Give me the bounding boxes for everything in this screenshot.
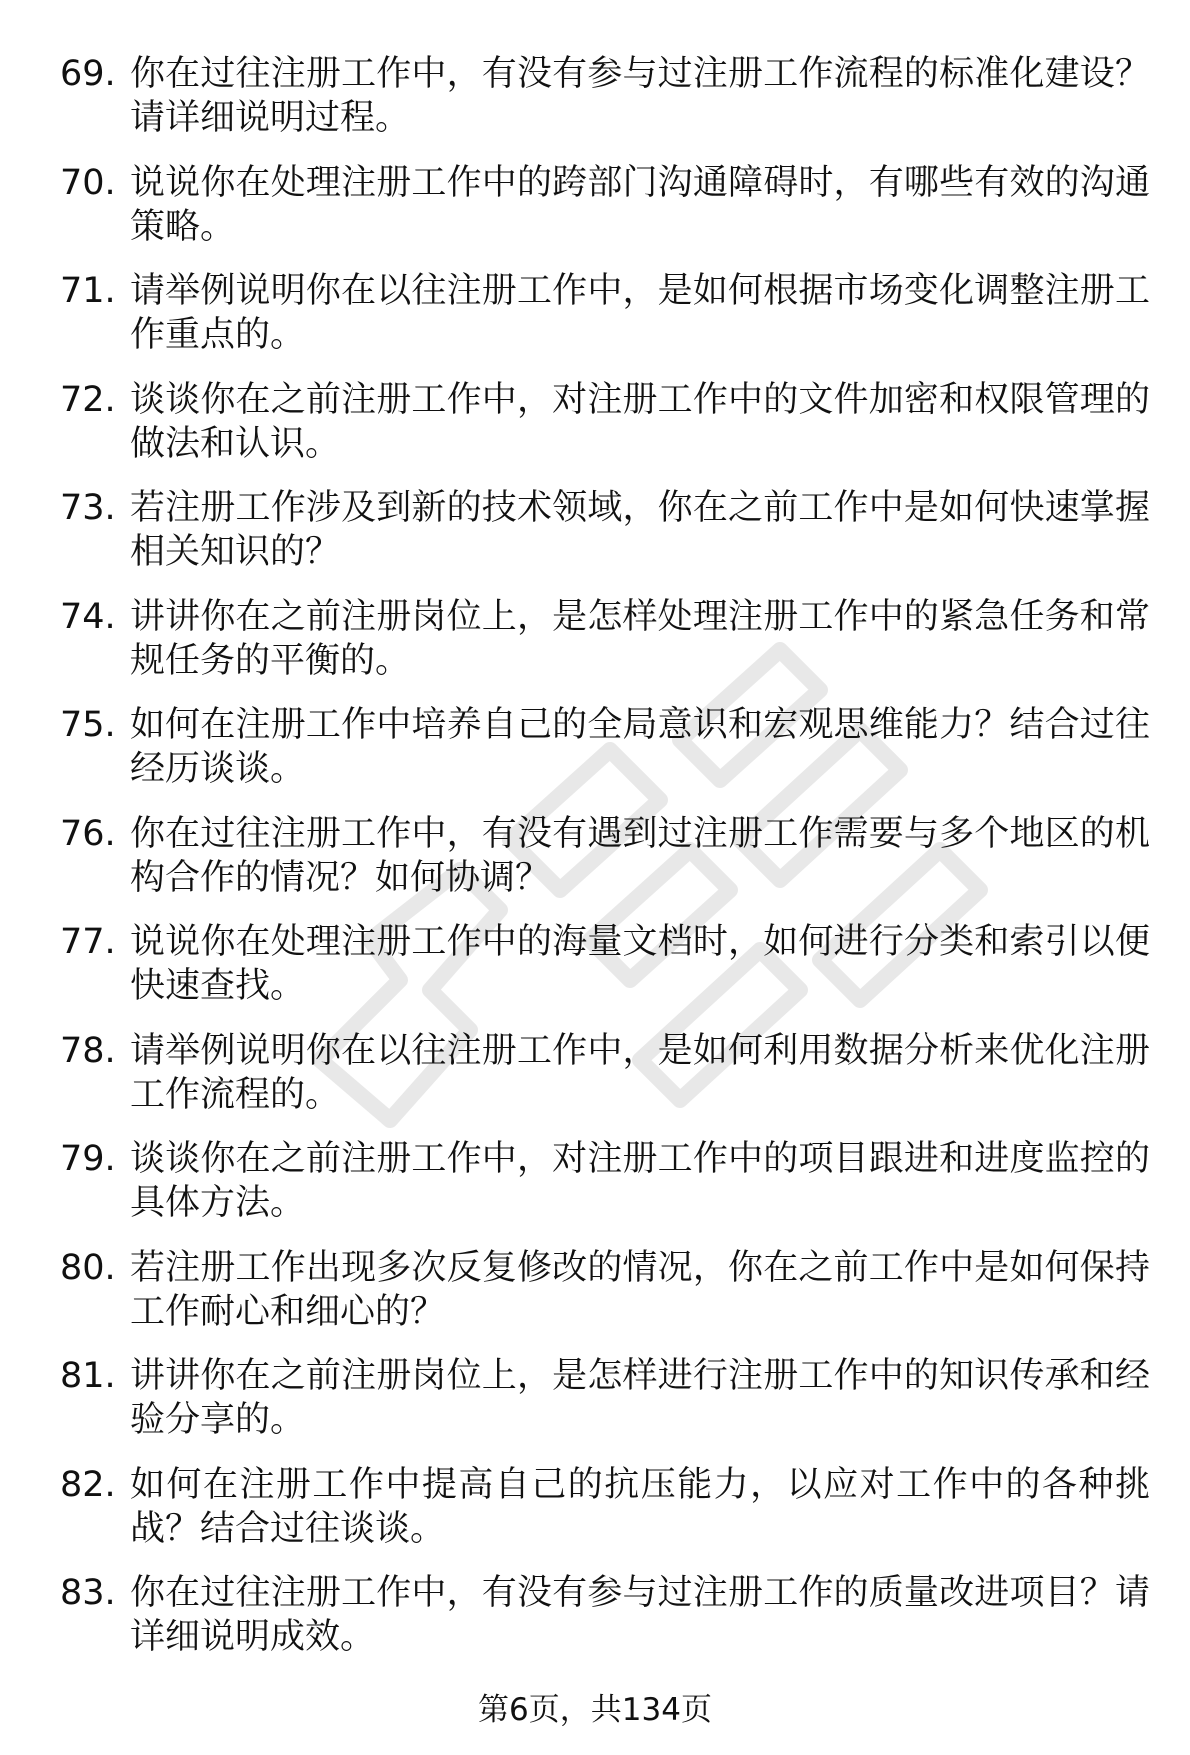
question-text: 讲讲你在之前注册岗位上，是怎样进行注册工作中的知识传承和经验分享的。: [130, 1356, 1150, 1440]
question-item: [60, 812, 1150, 900]
question-text: 请举例说明你在以往注册工作中，是如何根据市场变化调整注册工作重点的。: [130, 271, 1150, 355]
question-text: 若注册工作涉及到新的技术领域，你在之前工作中是如何快速掌握相关知识的？: [130, 488, 1150, 572]
question-item: [60, 1029, 1150, 1117]
question-text: 谈谈你在之前注册工作中，对注册工作中的项目跟进和进度监控的具体方法。: [130, 1139, 1150, 1223]
question-item: [60, 595, 1150, 683]
question-item: [60, 486, 1150, 574]
question-number: 82.: [60, 1464, 116, 1505]
question-item: [60, 1463, 1150, 1551]
question-number: 81.: [60, 1356, 116, 1396]
question-text: 若注册工作出现多次反复修改的情况，你在之前工作中是如何保持工作耐心和细心的？: [130, 1247, 1150, 1332]
question-text: 你在过往注册工作中，有没有遇到过注册工作需要与多个地区的机构合作的情况？如何协调？: [130, 813, 1150, 898]
question-number: 75.: [60, 705, 116, 745]
question-text: 谈谈你在之前注册工作中，对注册工作中的文件加密和权限管理的做法和认识。: [130, 379, 1150, 464]
question-number: 71.: [60, 271, 116, 311]
question-number: 72.: [60, 379, 116, 420]
question-number: 73.: [60, 488, 116, 528]
question-text: 说说你在处理注册工作中的海量文档时，如何进行分类和索引以便快速查找。: [130, 922, 1150, 1006]
question-item: [60, 1137, 1150, 1225]
question-item: [60, 378, 1150, 466]
question-text: 如何在注册工作中提高自己的抗压能力，以应对工作中的各种挑战？结合过往谈谈。: [130, 1464, 1150, 1549]
question-number: 76.: [60, 813, 116, 854]
question-number: 74.: [60, 596, 116, 637]
question-text: 你在过往注册工作中，有没有参与过注册工作流程的标准化建设？请详细说明过程。: [130, 54, 1150, 138]
question-number: 80.: [60, 1247, 116, 1288]
question-number: 78.: [60, 1030, 116, 1071]
question-item: [60, 1246, 1150, 1334]
question-text: 你在过往注册工作中，有没有参与过注册工作的质量改进项目？请详细说明成效。: [130, 1573, 1150, 1657]
page-footer: [0, 1690, 1190, 1730]
question-number: 69.: [60, 54, 116, 94]
question-number: 83.: [60, 1573, 116, 1613]
page-number-label: 第6页，共134页: [478, 1692, 712, 1728]
question-item: [60, 52, 1150, 140]
question-item: [60, 703, 1150, 791]
question-item: [60, 1354, 1150, 1442]
question-number: 70.: [60, 162, 116, 203]
question-item: [60, 1571, 1150, 1659]
question-number: 77.: [60, 922, 116, 962]
question-list: [60, 52, 1150, 1680]
question-item: [60, 161, 1150, 249]
question-text: 如何在注册工作中培养自己的全局意识和宏观思维能力？结合过往经历谈谈。: [130, 705, 1150, 789]
question-text: 说说你在处理注册工作中的跨部门沟通障碍时，有哪些有效的沟通策略。: [130, 162, 1150, 247]
question-text: 讲讲你在之前注册岗位上，是怎样处理注册工作中的紧急任务和常规任务的平衡的。: [130, 596, 1150, 681]
question-text: 请举例说明你在以往注册工作中，是如何利用数据分析来优化注册工作流程的。: [130, 1030, 1150, 1115]
question-item: [60, 920, 1150, 1008]
question-number: 79.: [60, 1139, 116, 1179]
question-item: [60, 269, 1150, 357]
